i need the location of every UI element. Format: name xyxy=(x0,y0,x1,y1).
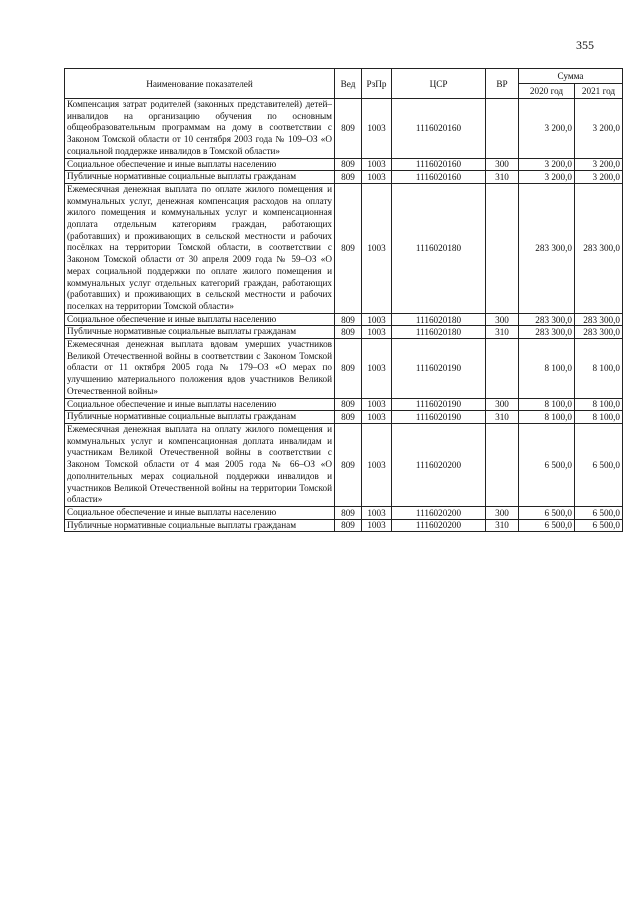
cell-name: Социальное обеспечение и иные выплаты населению xyxy=(65,158,335,171)
cell-2021: 8 100,0 xyxy=(575,398,623,411)
cell-rzpr: 1003 xyxy=(362,99,392,159)
cell-2021: 8 100,0 xyxy=(575,339,623,399)
cell-ved: 809 xyxy=(335,99,362,159)
cell-name: Социальное обеспечение и иные выплаты населению xyxy=(65,313,335,326)
cell-rzpr: 1003 xyxy=(362,339,392,399)
cell-name: Ежемесячная денежная выплата по оплате жилого помещения и коммунальных услуг, денежная компенсация расходов на оплату жилого помещения и коммунальных услуг и компенсационная доплата отдельным категориям граждан, работающих (работавших) и проживающих в сельской местности и рабочих посёлках на территории Томской области, в соответствии с Законом Томской области от 30 апреля 2009 года № 59–ОЗ «О мерах социальной поддержки по оплате жилого помещения и коммунальных услуг отдельных категорий граждан, работающих (работавших) и проживающих в сельской местности и рабочих поселках на территории Томской области» xyxy=(65,183,335,313)
header-2021: 2021 год xyxy=(575,84,623,99)
cell-rzpr: 1003 xyxy=(362,313,392,326)
cell-vr: 300 xyxy=(486,158,519,171)
cell-csr: 1116020160 xyxy=(392,158,486,171)
cell-csr: 1116020190 xyxy=(392,339,486,399)
cell-2020: 6 500,0 xyxy=(519,506,575,519)
cell-name: Ежемесячная денежная выплата на оплату жилого помещения и коммунальных услуг и компенсационная доплата инвалидам и участникам Великой Отечественной войны в соответствии с Законом Томской области от 4 мая 2005 года № 66–ОЗ «О дополнительных мерах социальной поддержки инвалидов и участников Великой Отечественной войны на территории Томской области» xyxy=(65,423,335,506)
cell-name: Социальное обеспечение и иные выплаты населению xyxy=(65,506,335,519)
table-row xyxy=(65,313,623,326)
cell-vr: 310 xyxy=(486,411,519,424)
table-row xyxy=(65,339,623,399)
cell-2020: 3 200,0 xyxy=(519,99,575,159)
cell-vr xyxy=(486,99,519,159)
cell-2021: 6 500,0 xyxy=(575,519,623,532)
cell-vr: 310 xyxy=(486,171,519,184)
cell-ved: 809 xyxy=(335,339,362,399)
cell-rzpr: 1003 xyxy=(362,171,392,184)
cell-csr: 1116020200 xyxy=(392,519,486,532)
cell-2021: 283 300,0 xyxy=(575,183,623,313)
cell-csr: 1116020180 xyxy=(392,313,486,326)
cell-2020: 8 100,0 xyxy=(519,339,575,399)
cell-ved: 809 xyxy=(335,423,362,506)
cell-ved: 809 xyxy=(335,411,362,424)
cell-ved: 809 xyxy=(335,506,362,519)
cell-csr: 1116020190 xyxy=(392,398,486,411)
cell-ved: 809 xyxy=(335,326,362,339)
cell-2021: 6 500,0 xyxy=(575,506,623,519)
cell-2020: 3 200,0 xyxy=(519,171,575,184)
cell-2021: 3 200,0 xyxy=(575,158,623,171)
page-number: 355 xyxy=(576,38,594,52)
cell-rzpr: 1003 xyxy=(362,398,392,411)
cell-name: Социальное обеспечение и иные выплаты населению xyxy=(65,398,335,411)
cell-rzpr: 1003 xyxy=(362,506,392,519)
cell-csr: 1116020180 xyxy=(392,183,486,313)
cell-2021: 8 100,0 xyxy=(575,411,623,424)
header-ved: Вед xyxy=(335,69,362,99)
header-rzpr: РзПр xyxy=(362,69,392,99)
cell-csr: 1116020190 xyxy=(392,411,486,424)
cell-rzpr: 1003 xyxy=(362,183,392,313)
table-row xyxy=(65,326,623,339)
cell-rzpr: 1003 xyxy=(362,519,392,532)
header-name: Наименование показателей xyxy=(65,69,335,99)
cell-name: Ежемесячная денежная выплата вдовам умерших участников Великой Отечественной войны в соответствии с Законом Томской области от 11 октября 2005 года № 179–ОЗ «О мерах по улучшению материального положения вдов участников Великой Отечественной войны» xyxy=(65,339,335,399)
cell-2021: 283 300,0 xyxy=(575,326,623,339)
cell-vr: 310 xyxy=(486,326,519,339)
cell-csr: 1116020200 xyxy=(392,423,486,506)
cell-vr: 300 xyxy=(486,398,519,411)
cell-2020: 283 300,0 xyxy=(519,326,575,339)
cell-csr: 1116020180 xyxy=(392,326,486,339)
cell-2020: 3 200,0 xyxy=(519,158,575,171)
cell-rzpr: 1003 xyxy=(362,326,392,339)
cell-ved: 809 xyxy=(335,158,362,171)
cell-vr: 310 xyxy=(486,519,519,532)
table-row xyxy=(65,171,623,184)
table-header xyxy=(65,69,623,99)
cell-rzpr: 1003 xyxy=(362,423,392,506)
table-row xyxy=(65,423,623,506)
cell-csr: 1116020200 xyxy=(392,506,486,519)
cell-name: Публичные нормативные социальные выплаты гражданам xyxy=(65,171,335,184)
cell-2020: 8 100,0 xyxy=(519,411,575,424)
cell-csr: 1116020160 xyxy=(392,99,486,159)
cell-2021: 3 200,0 xyxy=(575,99,623,159)
cell-2020: 8 100,0 xyxy=(519,398,575,411)
table-row xyxy=(65,411,623,424)
cell-2020: 6 500,0 xyxy=(519,423,575,506)
cell-rzpr: 1003 xyxy=(362,158,392,171)
cell-rzpr: 1003 xyxy=(362,411,392,424)
table-row xyxy=(65,506,623,519)
table-row xyxy=(65,519,623,532)
cell-2020: 283 300,0 xyxy=(519,313,575,326)
cell-vr xyxy=(486,423,519,506)
table-row xyxy=(65,99,623,159)
header-csr: ЦСР xyxy=(392,69,486,99)
table-row xyxy=(65,398,623,411)
cell-name: Компенсация затрат родителей (законных представителей) детей–инвалидов на организацию обучения по основным общеобразовательным программам на дому в соответствии с Законом Томской области от 10 сентября 2003 года № 109–ОЗ «О социальной поддержке инвалидов в Томской области» xyxy=(65,99,335,159)
cell-vr: 300 xyxy=(486,313,519,326)
cell-vr xyxy=(486,183,519,313)
cell-2021: 3 200,0 xyxy=(575,171,623,184)
cell-2021: 283 300,0 xyxy=(575,313,623,326)
cell-csr: 1116020160 xyxy=(392,171,486,184)
table-row xyxy=(65,183,623,313)
cell-2020: 6 500,0 xyxy=(519,519,575,532)
header-sum: Сумма xyxy=(519,69,623,84)
header-vr: ВР xyxy=(486,69,519,99)
budget-table xyxy=(64,68,623,532)
cell-name: Публичные нормативные социальные выплаты гражданам xyxy=(65,411,335,424)
header-2020: 2020 год xyxy=(519,84,575,99)
cell-ved: 809 xyxy=(335,313,362,326)
cell-vr xyxy=(486,339,519,399)
cell-vr: 300 xyxy=(486,506,519,519)
cell-ved: 809 xyxy=(335,519,362,532)
cell-ved: 809 xyxy=(335,183,362,313)
cell-name: Публичные нормативные социальные выплаты гражданам xyxy=(65,519,335,532)
cell-name: Публичные нормативные социальные выплаты гражданам xyxy=(65,326,335,339)
cell-ved: 809 xyxy=(335,398,362,411)
cell-2020: 283 300,0 xyxy=(519,183,575,313)
table-row xyxy=(65,158,623,171)
table-body xyxy=(65,99,623,532)
cell-2021: 6 500,0 xyxy=(575,423,623,506)
cell-ved: 809 xyxy=(335,171,362,184)
